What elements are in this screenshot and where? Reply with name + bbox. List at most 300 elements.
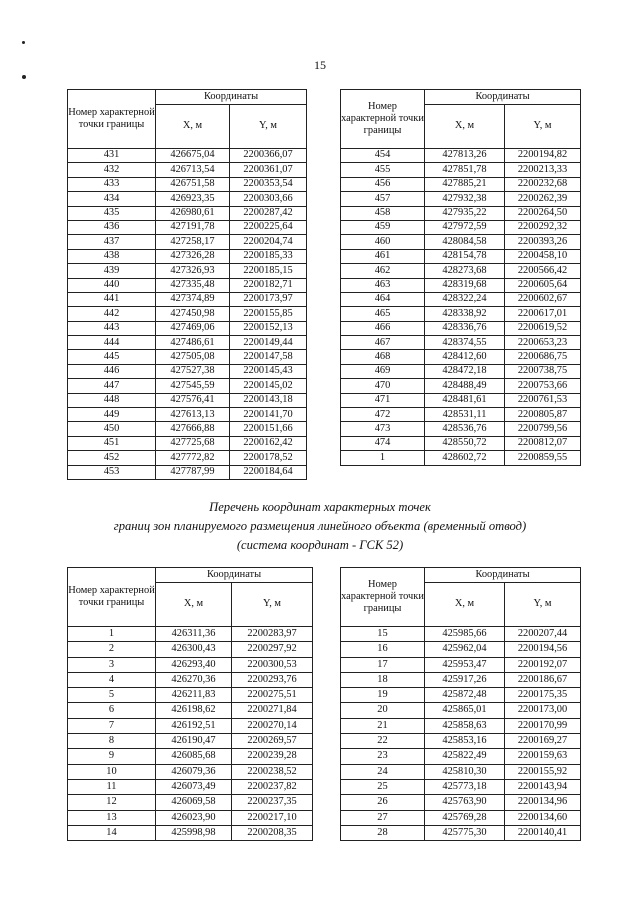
- cell-point-number: 447: [68, 379, 156, 393]
- cell-y: 2200152,13: [230, 321, 307, 335]
- caption-title: Перечень координат характерных точек: [209, 500, 431, 514]
- cell-y: 2200292,32: [505, 220, 581, 234]
- cell-x: 427813,26: [425, 149, 505, 163]
- cell-y: 2200217,10: [232, 810, 313, 825]
- cell-x: 428338,92: [425, 307, 505, 321]
- cell-point-number: 431: [68, 149, 156, 163]
- cell-y: 2200140,41: [505, 825, 581, 840]
- cell-point-number: 1: [341, 451, 425, 465]
- table-row: [68, 163, 307, 177]
- cell-point-number: 448: [68, 393, 156, 407]
- cell-y: 2200185,15: [230, 264, 307, 278]
- cell-point-number: 463: [341, 278, 425, 292]
- caption-subtitle: границ зон планируемого размещения линейного объекта (временный отвод): [113, 519, 527, 533]
- cell-x: 426073,49: [156, 779, 232, 794]
- coordinates-table-top-left: [67, 89, 307, 480]
- coordinates-table-bottom-right: [340, 567, 581, 841]
- table-row: [341, 249, 581, 263]
- cell-x: 425985,66: [425, 627, 505, 642]
- table-row: [341, 688, 581, 703]
- cell-x: 426198,62: [156, 703, 232, 718]
- cell-point-number: 13: [68, 810, 156, 825]
- cell-x: 426270,36: [156, 672, 232, 687]
- table-row: [68, 307, 307, 321]
- cell-point-number: 457: [341, 192, 425, 206]
- cell-x: 427576,41: [156, 393, 230, 407]
- cell-y: 2200619,52: [505, 321, 581, 335]
- cell-x: 425853,16: [425, 734, 505, 749]
- cell-point-number: 451: [68, 436, 156, 450]
- cell-point-number: 20: [341, 703, 425, 718]
- cell-y: 2200178,52: [230, 451, 307, 465]
- cell-y: 2200162,42: [230, 436, 307, 450]
- cell-x: 425872,48: [425, 688, 505, 703]
- cell-point-number: 466: [341, 321, 425, 335]
- cell-point-number: 458: [341, 206, 425, 220]
- cell-point-number: 462: [341, 264, 425, 278]
- table-row: [68, 779, 313, 794]
- table-row: [341, 235, 581, 249]
- cell-y: 2200232,68: [505, 177, 581, 191]
- cell-point-number: 439: [68, 264, 156, 278]
- cell-y: 2200271,84: [232, 703, 313, 718]
- cell-point-number: 470: [341, 379, 425, 393]
- cell-point-number: 434: [68, 192, 156, 206]
- cell-y: 2200237,35: [232, 795, 313, 810]
- cell-y: 2200738,75: [505, 364, 581, 378]
- table-row: [341, 321, 581, 335]
- cell-y: 2200262,39: [505, 192, 581, 206]
- table-row: [341, 749, 581, 764]
- cell-x: 428273,68: [425, 264, 505, 278]
- cell-x: 426069,58: [156, 795, 232, 810]
- table-row: [68, 810, 313, 825]
- cell-point-number: 442: [68, 307, 156, 321]
- cell-y: 2200175,35: [505, 688, 581, 703]
- cell-y: 2200270,14: [232, 718, 313, 733]
- cell-y: 2200605,64: [505, 278, 581, 292]
- cell-x: 426293,40: [156, 657, 232, 672]
- table-row: [68, 672, 313, 687]
- table-row: [68, 149, 307, 163]
- cell-x: 425769,28: [425, 810, 505, 825]
- scan-speck-dot: [22, 75, 26, 79]
- table-row: [68, 220, 307, 234]
- table-row: [341, 177, 581, 191]
- cell-x: 428319,68: [425, 278, 505, 292]
- cell-x: 428550,72: [425, 436, 505, 450]
- cell-point-number: 16: [341, 642, 425, 657]
- table-row: [341, 764, 581, 779]
- cell-x: 425822,49: [425, 749, 505, 764]
- cell-y: 2200173,00: [505, 703, 581, 718]
- cell-point-number: 9: [68, 749, 156, 764]
- cell-y: 2200213,33: [505, 163, 581, 177]
- cell-y: 2200194,56: [505, 642, 581, 657]
- cell-x: 425858,63: [425, 718, 505, 733]
- table-row: [68, 627, 313, 642]
- cell-x: 426192,51: [156, 718, 232, 733]
- coordinates-table-bottom-left: [67, 567, 313, 841]
- cell-x: 426079,36: [156, 764, 232, 779]
- cell-point-number: 446: [68, 364, 156, 378]
- cell-y: 2200239,28: [232, 749, 313, 764]
- cell-x: 426211,83: [156, 688, 232, 703]
- table-row: [68, 321, 307, 335]
- cell-x: 428602,72: [425, 451, 505, 465]
- cell-x: 426980,61: [156, 206, 230, 220]
- cell-point-number: 437: [68, 235, 156, 249]
- cell-point-number: 28: [341, 825, 425, 840]
- cell-point-number: 454: [341, 149, 425, 163]
- table-row: [341, 657, 581, 672]
- cell-x: 426190,47: [156, 734, 232, 749]
- cell-x: 426923,35: [156, 192, 230, 206]
- cell-y: 2200143,94: [505, 779, 581, 794]
- table-row: [341, 292, 581, 306]
- cell-point-number: 469: [341, 364, 425, 378]
- header-coordinates: Координаты: [425, 90, 581, 105]
- cell-y: 2200186,67: [505, 672, 581, 687]
- cell-y: 2200859,55: [505, 451, 581, 465]
- cell-point-number: 10: [68, 764, 156, 779]
- cell-y: 2200237,82: [232, 779, 313, 794]
- table-row: [341, 672, 581, 687]
- cell-point-number: 443: [68, 321, 156, 335]
- cell-x: 427527,38: [156, 364, 230, 378]
- cell-y: 2200283,97: [232, 627, 313, 642]
- cell-x: 426300,43: [156, 642, 232, 657]
- cell-point-number: 1: [68, 627, 156, 642]
- cell-x: 427335,48: [156, 278, 230, 292]
- cell-point-number: 468: [341, 350, 425, 364]
- cell-point-number: 25: [341, 779, 425, 794]
- cell-point-number: 17: [341, 657, 425, 672]
- cell-x: 425998,98: [156, 825, 232, 840]
- cell-point-number: 467: [341, 336, 425, 350]
- table-row: [68, 393, 307, 407]
- cell-x: 427450,98: [156, 307, 230, 321]
- cell-y: 2200264,50: [505, 206, 581, 220]
- cell-y: 2200204,74: [230, 235, 307, 249]
- cell-x: 428412,60: [425, 350, 505, 364]
- table-row: [341, 795, 581, 810]
- cell-x: 427725,68: [156, 436, 230, 450]
- cell-x: 427258,17: [156, 235, 230, 249]
- cell-point-number: 11: [68, 779, 156, 794]
- cell-y: 2200149,44: [230, 336, 307, 350]
- table-row: [68, 192, 307, 206]
- table-row: [68, 422, 307, 436]
- table-row: [341, 206, 581, 220]
- header-coordinates: Координаты: [425, 568, 581, 583]
- cell-x: 428084,58: [425, 235, 505, 249]
- cell-x: 428336,76: [425, 321, 505, 335]
- cell-x: 427885,21: [425, 177, 505, 191]
- cell-x: 427666,88: [156, 422, 230, 436]
- cell-y: 2200169,27: [505, 734, 581, 749]
- header-coordinates: Координаты: [156, 568, 313, 583]
- cell-x: 427486,61: [156, 336, 230, 350]
- scan-speck-dot: [22, 41, 25, 44]
- cell-x: 427772,82: [156, 451, 230, 465]
- cell-point-number: 12: [68, 795, 156, 810]
- coordinates-table-top-right: [340, 89, 581, 466]
- cell-x: 428374,55: [425, 336, 505, 350]
- cell-point-number: 22: [341, 734, 425, 749]
- header-y: Y, м: [505, 583, 581, 627]
- cell-y: 2200208,35: [232, 825, 313, 840]
- cell-point-number: 445: [68, 350, 156, 364]
- cell-x: 425773,18: [425, 779, 505, 794]
- cell-point-number: 450: [68, 422, 156, 436]
- header-point-number: Номер характерной точки границы: [341, 568, 425, 627]
- table-row: [68, 292, 307, 306]
- cell-y: 2200303,66: [230, 192, 307, 206]
- cell-x: 427972,59: [425, 220, 505, 234]
- table-row: [68, 703, 313, 718]
- table-row: [68, 465, 307, 479]
- cell-x: 426675,04: [156, 149, 230, 163]
- cell-y: 2200155,92: [505, 764, 581, 779]
- table-row: [341, 393, 581, 407]
- table-row: [341, 627, 581, 642]
- cell-point-number: 453: [68, 465, 156, 479]
- table-row: [68, 642, 313, 657]
- header-y: Y, м: [232, 583, 313, 627]
- table-row: [341, 264, 581, 278]
- cell-point-number: 472: [341, 408, 425, 422]
- table-row: [68, 278, 307, 292]
- cell-point-number: 461: [341, 249, 425, 263]
- cell-y: 2200617,01: [505, 307, 581, 321]
- table-row: [341, 451, 581, 465]
- header-point-number: Номер характерной точки границы: [341, 90, 425, 149]
- table-row: [68, 436, 307, 450]
- cell-y: 2200184,64: [230, 465, 307, 479]
- cell-y: 2200805,87: [505, 408, 581, 422]
- cell-x: 428322,24: [425, 292, 505, 306]
- table-row: [68, 249, 307, 263]
- cell-x: 425917,26: [425, 672, 505, 687]
- cell-point-number: 459: [341, 220, 425, 234]
- cell-y: 2200602,67: [505, 292, 581, 306]
- cell-y: 2200293,76: [232, 672, 313, 687]
- cell-point-number: 3: [68, 657, 156, 672]
- cell-x: 425763,90: [425, 795, 505, 810]
- cell-x: 425962,04: [425, 642, 505, 657]
- cell-point-number: 452: [68, 451, 156, 465]
- table-row: [341, 408, 581, 422]
- table-row: [68, 336, 307, 350]
- table-row: [341, 422, 581, 436]
- cell-point-number: 436: [68, 220, 156, 234]
- cell-point-number: 27: [341, 810, 425, 825]
- cell-x: 425810,30: [425, 764, 505, 779]
- table-row: [341, 149, 581, 163]
- table-row: [68, 734, 313, 749]
- cell-y: 2200458,10: [505, 249, 581, 263]
- cell-x: 426085,68: [156, 749, 232, 764]
- cell-y: 2200143,18: [230, 393, 307, 407]
- table-row: [68, 206, 307, 220]
- cell-point-number: 2: [68, 642, 156, 657]
- cell-y: 2200812,07: [505, 436, 581, 450]
- table-row: [68, 379, 307, 393]
- cell-point-number: 4: [68, 672, 156, 687]
- cell-y: 2200192,07: [505, 657, 581, 672]
- cell-x: 428488,49: [425, 379, 505, 393]
- cell-y: 2200159,63: [505, 749, 581, 764]
- table-row: [341, 825, 581, 840]
- cell-x: 427545,59: [156, 379, 230, 393]
- cell-point-number: 14: [68, 825, 156, 840]
- table-row: [68, 764, 313, 779]
- cell-x: 426023,90: [156, 810, 232, 825]
- cell-y: 2200297,92: [232, 642, 313, 657]
- cell-point-number: 433: [68, 177, 156, 191]
- cell-y: 2200366,07: [230, 149, 307, 163]
- cell-point-number: 456: [341, 177, 425, 191]
- table-row: [341, 642, 581, 657]
- header-point-number: Номер характерной точки границы: [68, 568, 156, 627]
- table-row: [68, 657, 313, 672]
- cell-y: 2200653,23: [505, 336, 581, 350]
- table-row: [68, 688, 313, 703]
- cell-y: 2200761,53: [505, 393, 581, 407]
- cell-point-number: 18: [341, 672, 425, 687]
- cell-y: 2200194,82: [505, 149, 581, 163]
- table-row: [68, 264, 307, 278]
- header-y: Y, м: [230, 105, 307, 149]
- table-row: [68, 718, 313, 733]
- table-row: [68, 408, 307, 422]
- cell-point-number: 465: [341, 307, 425, 321]
- table-row: [341, 163, 581, 177]
- table-row: [68, 235, 307, 249]
- cell-point-number: 432: [68, 163, 156, 177]
- table-row: [68, 451, 307, 465]
- cell-y: 2200225,64: [230, 220, 307, 234]
- cell-point-number: 24: [341, 764, 425, 779]
- cell-point-number: 471: [341, 393, 425, 407]
- cell-x: 427374,89: [156, 292, 230, 306]
- cell-y: 2200207,44: [505, 627, 581, 642]
- table-row: [341, 379, 581, 393]
- cell-point-number: 441: [68, 292, 156, 306]
- table-row: [341, 436, 581, 450]
- table-row: [68, 825, 313, 840]
- header-x: X, м: [156, 105, 230, 149]
- table-row: [68, 177, 307, 191]
- cell-x: 428154,78: [425, 249, 505, 263]
- cell-x: 427326,28: [156, 249, 230, 263]
- table-row: [341, 220, 581, 234]
- cell-y: 2200145,02: [230, 379, 307, 393]
- cell-y: 2200147,58: [230, 350, 307, 364]
- cell-y: 2200151,66: [230, 422, 307, 436]
- cell-point-number: 5: [68, 688, 156, 703]
- cell-x: 427851,78: [425, 163, 505, 177]
- cell-x: 427326,93: [156, 264, 230, 278]
- cell-point-number: 21: [341, 718, 425, 733]
- cell-y: 2200185,33: [230, 249, 307, 263]
- table-row: [68, 795, 313, 810]
- cell-point-number: 440: [68, 278, 156, 292]
- cell-x: 426311,36: [156, 627, 232, 642]
- cell-x: 425775,30: [425, 825, 505, 840]
- cell-y: 2200141,70: [230, 408, 307, 422]
- cell-y: 2200182,71: [230, 278, 307, 292]
- caption-coordinate-system: (система координат - ГСК 52): [236, 538, 404, 552]
- cell-y: 2200134,60: [505, 810, 581, 825]
- table-row: [341, 718, 581, 733]
- table-row: [341, 192, 581, 206]
- cell-x: 427935,22: [425, 206, 505, 220]
- cell-y: 2200134,96: [505, 795, 581, 810]
- table-row: [341, 734, 581, 749]
- table-row: [68, 749, 313, 764]
- cell-x: 425865,01: [425, 703, 505, 718]
- cell-x: 427613,13: [156, 408, 230, 422]
- table-row: [341, 364, 581, 378]
- cell-x: 426713,54: [156, 163, 230, 177]
- cell-point-number: 8: [68, 734, 156, 749]
- table-row: [341, 703, 581, 718]
- cell-y: 2200686,75: [505, 350, 581, 364]
- cell-x: 427469,06: [156, 321, 230, 335]
- cell-x: 425953,47: [425, 657, 505, 672]
- cell-y: 2200173,97: [230, 292, 307, 306]
- table-row: [341, 307, 581, 321]
- cell-point-number: 438: [68, 249, 156, 263]
- cell-x: 428531,11: [425, 408, 505, 422]
- header-y: Y, м: [505, 105, 581, 149]
- cell-y: 2200287,42: [230, 206, 307, 220]
- header-x: X, м: [425, 105, 505, 149]
- cell-y: 2200753,66: [505, 379, 581, 393]
- table-row: [68, 364, 307, 378]
- page-number: 15: [314, 58, 326, 72]
- table-row: [341, 779, 581, 794]
- cell-y: 2200269,57: [232, 734, 313, 749]
- cell-point-number: 15: [341, 627, 425, 642]
- cell-y: 2200566,42: [505, 264, 581, 278]
- header-x: X, м: [156, 583, 232, 627]
- cell-y: 2200170,99: [505, 718, 581, 733]
- cell-y: 2200361,07: [230, 163, 307, 177]
- cell-y: 2200145,43: [230, 364, 307, 378]
- cell-point-number: 473: [341, 422, 425, 436]
- table-row: [341, 350, 581, 364]
- cell-point-number: 474: [341, 436, 425, 450]
- table-row: [68, 350, 307, 364]
- cell-point-number: 435: [68, 206, 156, 220]
- cell-y: 2200799,56: [505, 422, 581, 436]
- cell-point-number: 449: [68, 408, 156, 422]
- cell-point-number: 455: [341, 163, 425, 177]
- header-point-number: Номер характерной точки границы: [68, 90, 156, 149]
- table-row: [341, 810, 581, 825]
- cell-point-number: 7: [68, 718, 156, 733]
- cell-y: 2200393,26: [505, 235, 581, 249]
- cell-point-number: 460: [341, 235, 425, 249]
- cell-x: 426751,58: [156, 177, 230, 191]
- cell-point-number: 23: [341, 749, 425, 764]
- cell-x: 428472,18: [425, 364, 505, 378]
- cell-x: 428481,61: [425, 393, 505, 407]
- cell-point-number: 6: [68, 703, 156, 718]
